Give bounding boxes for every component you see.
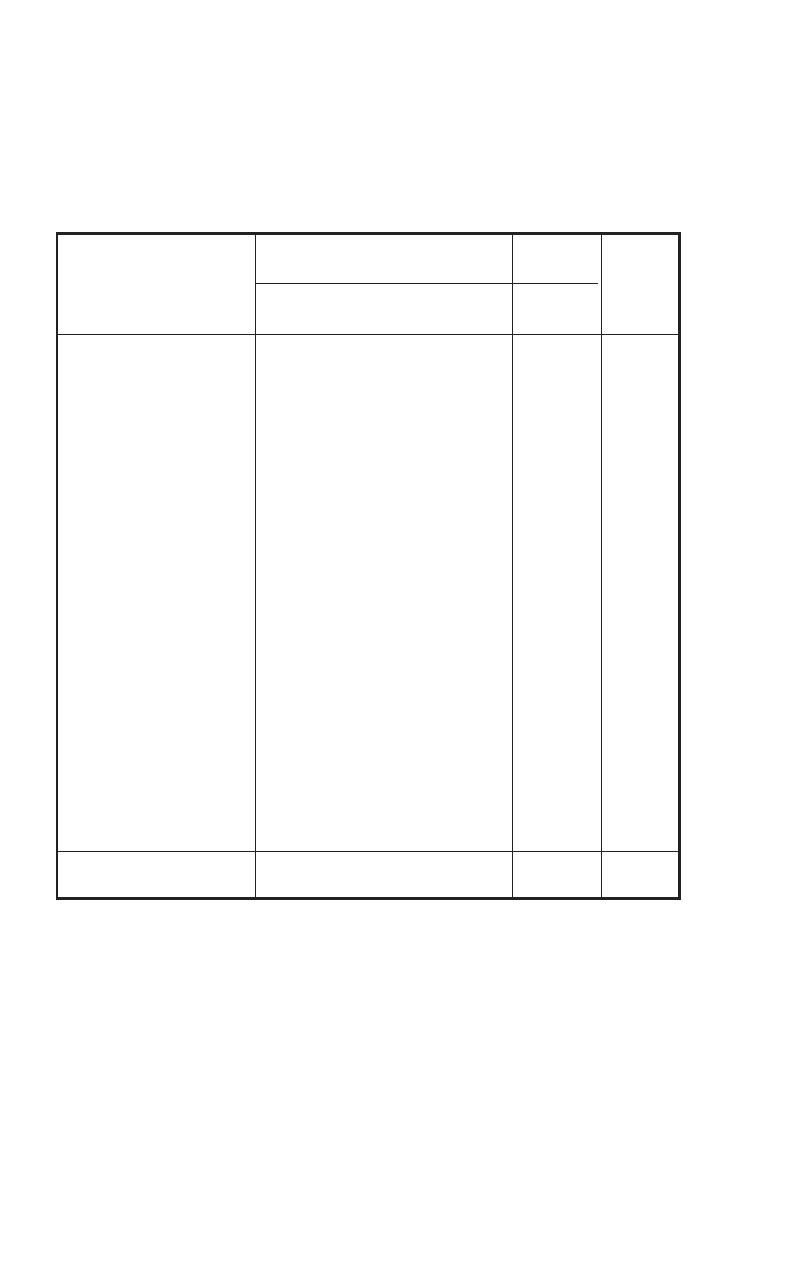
inspection-table [56, 232, 681, 900]
